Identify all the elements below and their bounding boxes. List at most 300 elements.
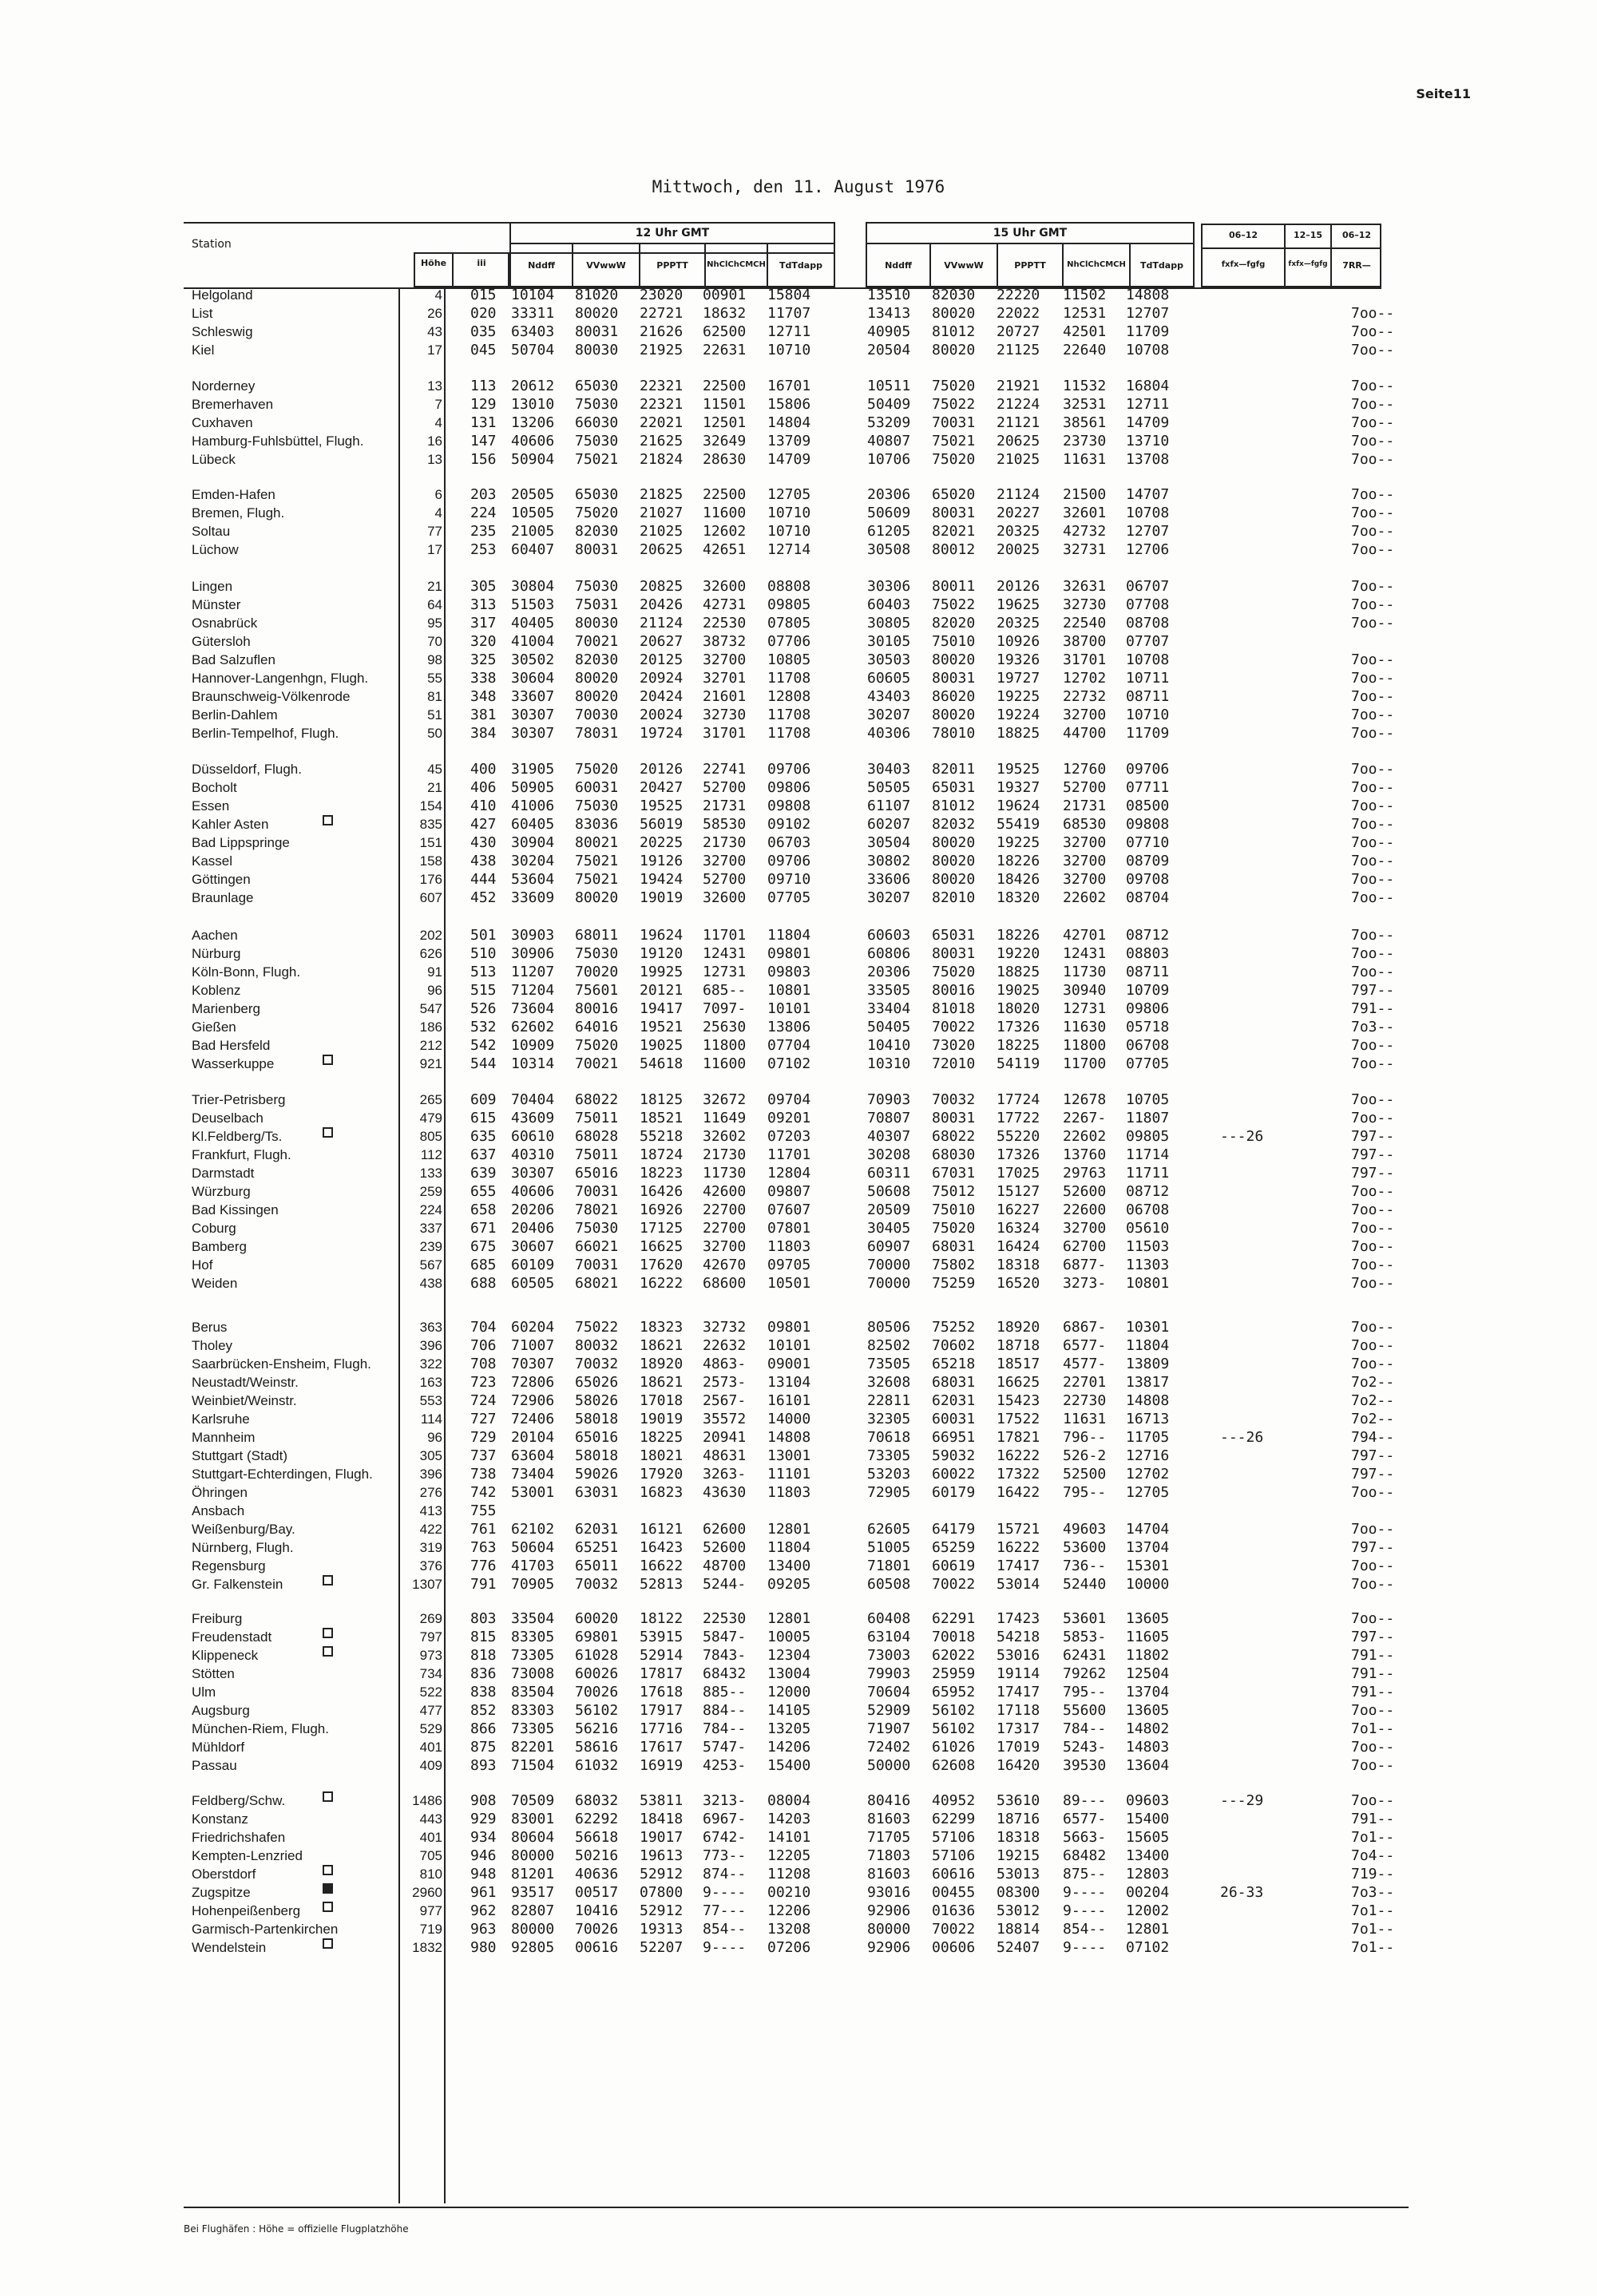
obs12-group-1: 41006: [511, 798, 555, 814]
station-row: [0, 1091, 1597, 1109]
footnote: Bei Flughäfen : Höhe = offizielle Flugplatzhöhe: [184, 2223, 409, 2235]
group-15-mid-rule: [866, 243, 1195, 244]
obs15-group-3: 53014: [997, 1576, 1040, 1593]
obs15-group-1: 60907: [867, 1238, 911, 1255]
obs15-group-1: 70618: [867, 1429, 911, 1446]
obs12-group-5: 14808: [767, 1429, 811, 1446]
obs12-group-5: 10710: [767, 523, 811, 540]
station-index: 866: [470, 1720, 497, 1737]
g15-col-ppptt: PPPTT: [1014, 260, 1046, 271]
obs12-group-4: 884--: [703, 1702, 747, 1719]
station-name: Bocholt: [192, 780, 237, 795]
station-row: [0, 540, 1597, 559]
obs15-group-5: 08711: [1126, 688, 1170, 705]
station-row: [0, 815, 1597, 833]
obs12-group-2: 75031: [575, 596, 619, 613]
obs15-group-3: 15127: [997, 1183, 1040, 1200]
station-height: 4: [434, 415, 442, 430]
group-12-title: 12 Uhr GMT: [635, 227, 710, 239]
obs15-group-5: 11711: [1126, 1165, 1170, 1182]
obs12-group-5: 11101: [767, 1466, 811, 1483]
obs15-group-1: 73305: [867, 1447, 911, 1464]
station-row: [0, 1318, 1597, 1336]
obs12-group-2: 68028: [575, 1128, 619, 1145]
obs12-group-5: 13004: [767, 1665, 811, 1682]
rain-code: 7o3--: [1351, 1019, 1395, 1035]
obs12-group-5: 10805: [767, 651, 811, 668]
rain-code: 7oo--: [1351, 323, 1395, 340]
obs15-group-5: 10301: [1126, 1319, 1170, 1336]
obs15-group-3: 19727: [997, 670, 1040, 687]
obs12-group-5: 09704: [767, 1091, 811, 1108]
station-name: Schleswig: [192, 324, 253, 339]
obs12-group-4: 12602: [703, 523, 747, 540]
obs15-group-2: 82032: [932, 816, 976, 833]
obs15-group-4: 9----: [1063, 1939, 1107, 1956]
station-index: 113: [470, 378, 497, 394]
obs12-group-1: 40606: [511, 433, 555, 449]
rain-code: 7oo--: [1351, 1610, 1395, 1627]
obs12-group-1: 60109: [511, 1257, 555, 1273]
station-height: 17: [427, 542, 442, 557]
rain-code: 797--: [1351, 1629, 1395, 1645]
station-height: 265: [419, 1092, 442, 1107]
obs12-group-1: 30607: [511, 1238, 555, 1255]
obs15-group-1: 40306: [867, 725, 911, 742]
obs12-group-2: 80030: [575, 615, 619, 631]
obs12-group-2: 70030: [575, 707, 619, 723]
station-name: Saarbrücken-Ensheim, Flugh.: [192, 1356, 371, 1372]
obs15-group-2: 75259: [932, 1275, 976, 1292]
station-name: Osnabrück: [192, 616, 258, 631]
station-row: [0, 1410, 1597, 1428]
rain-code: 7oo--: [1351, 927, 1395, 944]
obs12-group-3: 17620: [640, 1257, 684, 1273]
obs15-group-3: 18020: [997, 1000, 1040, 1017]
obs12-group-5: 07805: [767, 615, 811, 631]
obs15-group-3: 22220: [997, 287, 1040, 303]
obs12-group-5: 09805: [767, 596, 811, 613]
station-height: 98: [427, 652, 442, 667]
obs12-group-1: 71007: [511, 1337, 555, 1354]
obs15-group-3: 20325: [997, 523, 1040, 540]
obs15-group-3: 18318: [997, 1257, 1040, 1273]
station-row: [0, 1237, 1597, 1256]
obs15-group-3: 17724: [997, 1091, 1040, 1108]
obs15-group-5: 12002: [1126, 1902, 1170, 1919]
station-height: 477: [419, 1703, 442, 1718]
obs12-group-2: 58616: [575, 1739, 619, 1756]
obs12-group-3: 16919: [640, 1757, 684, 1774]
station-row: [0, 432, 1597, 450]
obs12-group-2: 68032: [575, 1792, 619, 1809]
obs12-group-4: 48700: [703, 1558, 747, 1574]
obs15-group-4: 53600: [1063, 1539, 1107, 1556]
obs12-group-2: 70021: [575, 633, 619, 650]
rain-code: 7oo--: [1351, 1356, 1395, 1372]
station-height: 51: [427, 707, 442, 722]
obs12-group-3: 20825: [640, 578, 684, 595]
obs15-group-4: 62431: [1063, 1647, 1107, 1664]
obs15-group-2: 70032: [932, 1091, 976, 1108]
obs12-group-5: 12000: [767, 1684, 811, 1700]
obs12-group-5: 12804: [767, 1165, 811, 1182]
obs15-group-4: 22640: [1063, 342, 1107, 358]
obs12-group-1: 73305: [511, 1647, 555, 1664]
rain-code: 794--: [1351, 1429, 1395, 1446]
rain-code: 7o1--: [1351, 1939, 1395, 1956]
group-12-col-rule: [509, 252, 835, 254]
obs12-group-5: 15806: [767, 396, 811, 413]
filled-square-icon: [323, 1883, 333, 1894]
period-12-15: 12–15: [1293, 230, 1323, 240]
station-index: 253: [470, 541, 497, 558]
station-index: 639: [470, 1165, 497, 1182]
obs15-group-3: 17118: [997, 1702, 1040, 1719]
obs12-group-1: 81201: [511, 1866, 555, 1882]
obs12-group-3: 20225: [640, 834, 684, 851]
obs15-group-5: 14802: [1126, 1720, 1170, 1737]
station-index: 818: [470, 1647, 497, 1664]
obs15-group-2: 57106: [932, 1829, 976, 1846]
station-height: 13: [427, 452, 442, 467]
obs15-group-4: 22602: [1063, 889, 1107, 906]
station-name: Weißenburg/Bay.: [192, 1522, 295, 1537]
obs15-group-3: 19114: [997, 1665, 1040, 1682]
obs12-group-1: 83305: [511, 1629, 555, 1645]
obs15-group-5: 08712: [1126, 1183, 1170, 1200]
obs15-group-1: 13413: [867, 305, 911, 322]
obs12-group-1: 33609: [511, 889, 555, 906]
station-row: [0, 889, 1597, 907]
obs12-group-1: 92805: [511, 1939, 555, 1956]
obs12-group-5: 12801: [767, 1521, 811, 1538]
obs12-group-5: 13806: [767, 1019, 811, 1035]
rain-code: 7oo--: [1351, 945, 1395, 962]
obs12-group-4: 68600: [703, 1275, 747, 1292]
obs12-group-1: 13206: [511, 414, 555, 431]
rain-code: 7oo--: [1351, 688, 1395, 705]
station-row: [0, 1146, 1597, 1164]
obs15-group-5: 08709: [1126, 853, 1170, 869]
obs12-group-3: 17716: [640, 1720, 684, 1737]
station-row: [0, 1256, 1597, 1274]
obs12-group-1: 60204: [511, 1319, 555, 1336]
rain-code: 7oo--: [1351, 651, 1395, 668]
station-row: [0, 963, 1597, 981]
obs12-group-5: 15400: [767, 1757, 811, 1774]
obs15-group-2: 81012: [932, 323, 976, 340]
obs12-group-5: 11803: [767, 1238, 811, 1255]
obs15-group-3: 53016: [997, 1647, 1040, 1664]
obs12-group-5: 07607: [767, 1201, 811, 1218]
obs15-group-4: 12702: [1063, 670, 1107, 687]
obs12-group-5: 13104: [767, 1374, 811, 1391]
obs15-group-5: 11605: [1126, 1629, 1170, 1645]
obs15-group-1: 50608: [867, 1183, 911, 1200]
obs12-group-1: 21005: [511, 523, 555, 540]
obs15-group-4: 795--: [1063, 1484, 1107, 1501]
obs12-group-3: 19521: [640, 1019, 684, 1035]
obs12-group-3: 18621: [640, 1374, 684, 1391]
obs15-group-3: 18716: [997, 1811, 1040, 1827]
obs12-group-5: 09806: [767, 779, 811, 796]
station-row: [0, 1109, 1597, 1127]
station-height: 13: [427, 378, 442, 394]
obs15-group-4: 795--: [1063, 1684, 1107, 1700]
obs15-group-1: 30508: [867, 541, 911, 558]
obs15-group-1: 60207: [867, 816, 911, 833]
obs15-group-1: 80416: [867, 1792, 911, 1809]
obs15-group-4: 52600: [1063, 1183, 1107, 1200]
station-name: Darmstadt: [192, 1166, 255, 1181]
open-square-icon: [323, 815, 333, 825]
obs15-group-4: 42701: [1063, 927, 1107, 944]
obs15-group-4: 44700: [1063, 725, 1107, 742]
obs12-group-3: 52207: [640, 1939, 684, 1956]
obs12-group-5: 11701: [767, 1146, 811, 1163]
obs15-group-1: 61107: [867, 798, 911, 814]
obs15-group-5: 10711: [1126, 670, 1170, 687]
obs15-group-1: 50000: [867, 1757, 911, 1774]
obs12-group-1: 30903: [511, 927, 555, 944]
obs15-group-2: 67031: [932, 1165, 976, 1182]
obs15-group-3: 55220: [997, 1128, 1040, 1145]
obs15-group-2: 80011: [932, 578, 976, 595]
station-height: 1307: [412, 1577, 442, 1592]
obs15-group-3: 19326: [997, 651, 1040, 668]
obs15-group-4: 11631: [1063, 1411, 1107, 1427]
obs15-group-4: 854--: [1063, 1921, 1107, 1938]
rain-code: 7o4--: [1351, 1847, 1395, 1864]
obs12-group-4: 43630: [703, 1484, 747, 1501]
obs15-group-5: 10708: [1126, 505, 1170, 521]
obs15-group-5: 10000: [1126, 1576, 1170, 1593]
obs12-group-1: 40310: [511, 1146, 555, 1163]
station-index: 875: [470, 1739, 497, 1756]
obs15-group-4: 22540: [1063, 615, 1107, 631]
obs12-group-4: 11600: [703, 1055, 747, 1072]
obs15-group-2: 70022: [932, 1576, 976, 1593]
station-row: [0, 1902, 1597, 1920]
obs15-group-3: 17326: [997, 1019, 1040, 1035]
obs15-group-1: 70000: [867, 1257, 911, 1273]
obs15-group-5: 10708: [1126, 651, 1170, 668]
obs12-group-1: 63604: [511, 1447, 555, 1464]
obs15-group-2: 65031: [932, 927, 976, 944]
obs15-group-1: 30207: [867, 707, 911, 723]
obs15-group-1: 53209: [867, 414, 911, 431]
station-name: Klippeneck: [192, 1648, 259, 1663]
obs12-group-3: 52914: [640, 1647, 684, 1664]
obs12-group-4: 22700: [703, 1201, 747, 1218]
obs15-group-1: 32305: [867, 1411, 911, 1427]
obs15-group-5: 14803: [1126, 1739, 1170, 1756]
obs15-group-3: 54218: [997, 1629, 1040, 1645]
obs12-group-4: 773--: [703, 1847, 747, 1864]
obs15-group-5: 12707: [1126, 305, 1170, 322]
obs15-group-2: 68022: [932, 1128, 976, 1145]
station-height: 396: [419, 1338, 442, 1353]
rain-code: 7oo--: [1351, 305, 1395, 322]
station-name: Regensburg: [192, 1558, 266, 1574]
obs15-group-3: 18226: [997, 853, 1040, 869]
obs12-group-2: 75020: [575, 505, 619, 521]
station-index: 637: [470, 1146, 497, 1163]
obs12-group-3: 18021: [640, 1447, 684, 1464]
station-height: 45: [427, 762, 442, 777]
station-name: Weinbiet/Weinstr.: [192, 1393, 297, 1408]
station-row: [0, 1738, 1597, 1756]
station-name: Kahler Asten: [192, 817, 269, 832]
obs15-group-2: 59032: [932, 1447, 976, 1464]
obs12-group-5: 09706: [767, 853, 811, 869]
period-mid-rule: [1201, 247, 1381, 249]
obs15-group-5: 09808: [1126, 816, 1170, 833]
station-name: Berus: [192, 1320, 228, 1335]
obs15-group-1: 32608: [867, 1374, 911, 1391]
obs15-group-2: 68031: [932, 1374, 976, 1391]
station-row: [0, 1865, 1597, 1883]
obs15-group-4: 31701: [1063, 651, 1107, 668]
obs15-group-1: 30805: [867, 615, 911, 631]
g12-col-vvwww: VVwwW: [586, 260, 626, 271]
obs15-group-4: 32531: [1063, 396, 1107, 413]
obs12-group-4: 32600: [703, 578, 747, 595]
station-height: 734: [419, 1666, 442, 1681]
rain-code: 7oo--: [1351, 707, 1395, 723]
obs12-group-4: 62600: [703, 1521, 747, 1538]
obs15-group-4: 6577-: [1063, 1811, 1107, 1827]
obs12-group-4: 38732: [703, 633, 747, 650]
station-row: [0, 1355, 1597, 1373]
obs15-group-5: 08704: [1126, 889, 1170, 906]
obs15-group-1: 33606: [867, 871, 911, 888]
obs15-group-4: 32601: [1063, 505, 1107, 521]
period-gust-2: fxfx—fgfg: [1288, 260, 1328, 268]
station-height: 1832: [412, 1940, 442, 1955]
obs15-group-3: 55419: [997, 816, 1040, 833]
obs12-group-2: 58018: [575, 1447, 619, 1464]
obs12-group-2: 65030: [575, 378, 619, 394]
obs12-group-3: 19925: [640, 964, 684, 980]
obs12-group-2: 56618: [575, 1829, 619, 1846]
rain-code: 7oo--: [1351, 1576, 1395, 1593]
obs15-group-5: 13605: [1126, 1702, 1170, 1719]
obs12-group-2: 00517: [575, 1884, 619, 1901]
obs15-group-2: 80020: [932, 342, 976, 358]
rain-code: 7o1--: [1351, 1829, 1395, 1846]
obs15-group-3: 16520: [997, 1275, 1040, 1292]
obs12-group-5: 11707: [767, 305, 811, 322]
obs15-group-4: 11630: [1063, 1019, 1107, 1035]
obs15-group-2: 75010: [932, 1201, 976, 1218]
station-name: Lingen: [192, 579, 233, 594]
station-index: 131: [470, 414, 497, 431]
station-name: Düsseldorf, Flugh.: [192, 762, 302, 777]
obs12-group-3: 16121: [640, 1521, 684, 1538]
obs15-group-1: 40807: [867, 433, 911, 449]
station-row: [0, 395, 1597, 414]
obs12-group-1: 30307: [511, 707, 555, 723]
open-square-icon: [323, 1055, 333, 1065]
station-index: 015: [470, 287, 497, 303]
rain-code: 7oo--: [1351, 1037, 1395, 1054]
station-height: 438: [419, 1276, 442, 1291]
obs12-group-3: 21626: [640, 323, 684, 340]
station-name: Stuttgart (Stadt): [192, 1448, 287, 1463]
station-row: [0, 1628, 1597, 1646]
obs12-group-2: 75030: [575, 1220, 619, 1237]
obs15-group-2: 80020: [932, 834, 976, 851]
station-height: 401: [419, 1740, 442, 1755]
rain-code: 797--: [1351, 1466, 1395, 1483]
obs15-group-3: 16424: [997, 1238, 1040, 1255]
obs12-group-5: 10005: [767, 1629, 811, 1645]
station-height: 50: [427, 726, 442, 741]
obs12-group-5: 09808: [767, 798, 811, 814]
rain-code: 791--: [1351, 1665, 1395, 1682]
obs15-group-4: 4577-: [1063, 1356, 1107, 1372]
station-row: [0, 1646, 1597, 1665]
obs12-group-2: 50216: [575, 1847, 619, 1864]
station-row: [0, 286, 1597, 304]
obs12-group-3: 20121: [640, 982, 684, 999]
obs12-group-5: 11708: [767, 707, 811, 723]
station-row: [0, 833, 1597, 852]
obs15-group-5: 11804: [1126, 1337, 1170, 1354]
station-name: Göttingen: [192, 872, 251, 887]
obs12-group-3: 07800: [640, 1884, 684, 1901]
obs15-group-4: 5663-: [1063, 1829, 1107, 1846]
obs15-group-1: 40307: [867, 1128, 911, 1145]
station-index: 727: [470, 1411, 497, 1427]
station-name: Lübeck: [192, 452, 236, 467]
obs15-group-5: 14704: [1126, 1521, 1170, 1538]
station-index: 742: [470, 1484, 497, 1501]
station-index: 708: [470, 1356, 497, 1372]
obs12-group-1: 20206: [511, 1201, 555, 1218]
station-row: [0, 1055, 1597, 1073]
station-name: Bamberg: [192, 1239, 247, 1254]
obs15-group-2: 56102: [932, 1702, 976, 1719]
rain-code: 7oo--: [1351, 596, 1395, 613]
station-index: 348: [470, 688, 497, 705]
obs12-group-4: 32730: [703, 707, 747, 723]
obs12-group-4: 12731: [703, 964, 747, 980]
obs12-group-4: 2567-: [703, 1392, 747, 1409]
obs15-group-4: 32631: [1063, 578, 1107, 595]
obs15-group-3: 19625: [997, 596, 1040, 613]
obs15-group-5: 05718: [1126, 1019, 1170, 1035]
obs12-group-1: 13010: [511, 396, 555, 413]
obs12-group-5: 09801: [767, 1319, 811, 1336]
station-height: 522: [419, 1684, 442, 1700]
obs15-group-4: 32700: [1063, 853, 1107, 869]
obs15-group-1: 73003: [867, 1647, 911, 1664]
station-row: [0, 778, 1597, 797]
station-index: 313: [470, 596, 497, 613]
obs12-group-3: 20024: [640, 707, 684, 723]
obs15-group-4: 49603: [1063, 1521, 1107, 1538]
station-height: 43: [427, 324, 442, 339]
obs12-group-4: 18632: [703, 305, 747, 322]
obs15-group-4: 32700: [1063, 871, 1107, 888]
obs12-group-2: 80016: [575, 1000, 619, 1017]
obs15-group-3: 52407: [997, 1939, 1040, 1956]
obs12-group-1: 72406: [511, 1411, 555, 1427]
obs15-group-4: 55600: [1063, 1702, 1107, 1719]
